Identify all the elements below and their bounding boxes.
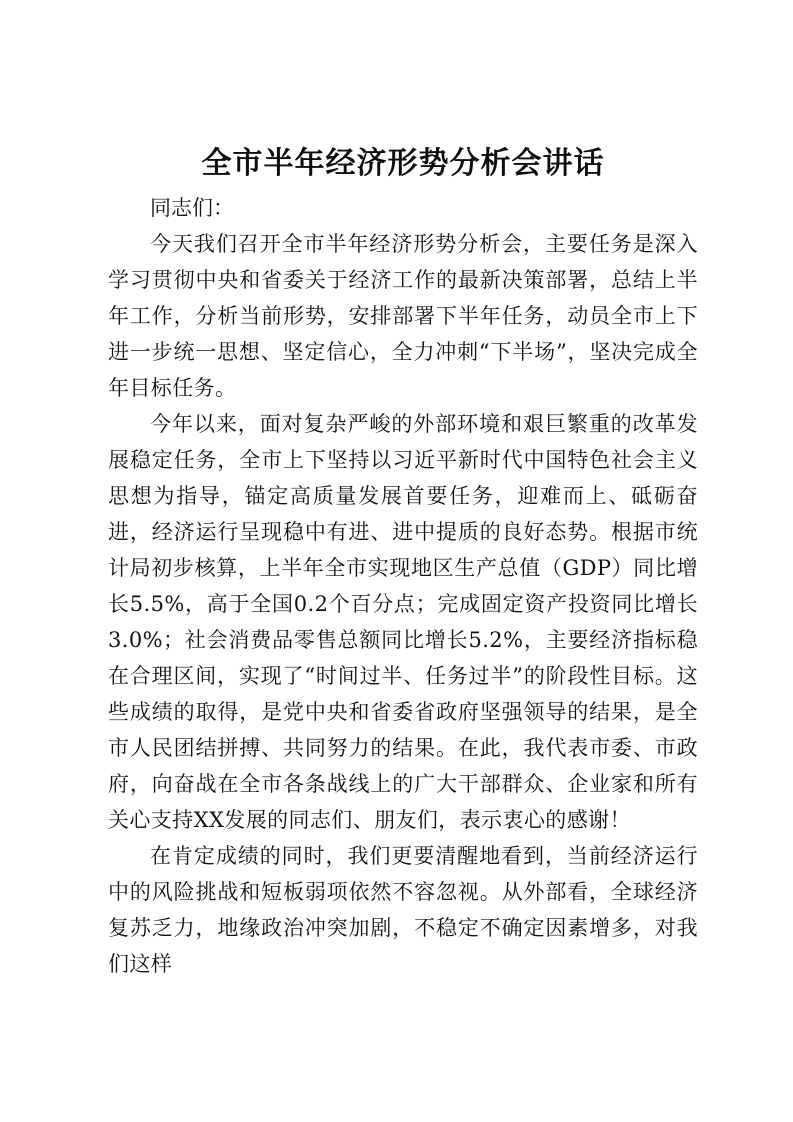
paragraph-achievements: 今年以来，面对复杂严峻的外部环境和艰巨繁重的改革发展稳定任务，全市上下坚持以习近平新时代中国特色社会主义思想为指导，锚定高质量发展首要任务，迎难而上、砥砺奋进，经济运行呈现稳中有进、进中提质的良好态势。根据市统计局初步核算，上半年全市实现地区生产总值（GDP）同比增长5.5%，高于全国0.2个百分点；完成固定资产投资同比增长3.0%；社会消费品零售总额同比增长5.2%，主要经济指标稳在合理区间，实现了“时间过半、任务过半”的阶段性目标。这些成绩的取得，是党中央和省委省政府坚强领导的结果，是全市人民团结拼搏、共同努力的结果。在此，我代表市委、市政府，向奋战在全市各条战线上的广大干部群众、企业家和所有关心支持XX发展的同志们、朋友们，表示衷心的感谢！ <box>108 412 698 832</box>
document-page <box>108 140 698 982</box>
paragraph-challenges: 在肯定成绩的同时，我们更要清醒地看到，当前经济运行中的风险挑战和短板弱项依然不容忽视。从外部看，全球经济复苏乏力，地缘政治冲突加剧，不稳定不确定因素增多，对我们这样 <box>108 844 698 976</box>
paragraph-opening: 今天我们召开全市半年经济形势分析会，主要任务是深入学习贯彻中央和省委关于经济工作的最新决策部署，总结上半年工作，分析当前形势，安排部署下半年任务，动员全市上下进一步统一思想、坚定信心，全力冲刺“下半场”，坚决完成全年目标任务。 <box>108 232 698 400</box>
document-title: 全市半年经济形势分析会讲话 <box>201 146 605 181</box>
salutation: 同志们： <box>150 196 234 220</box>
